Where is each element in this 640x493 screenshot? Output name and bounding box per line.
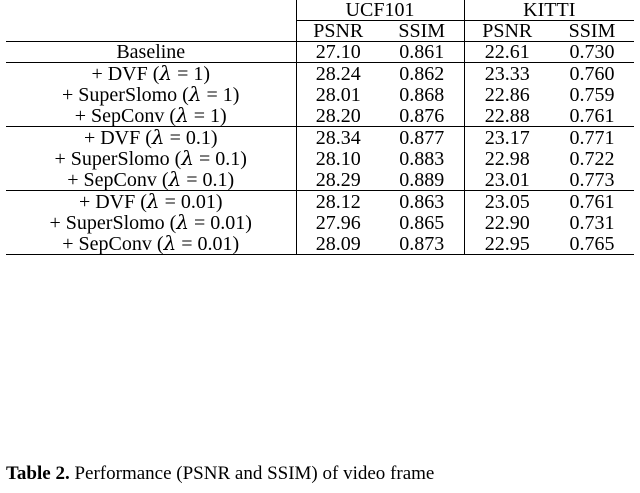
table-cell: 23.17 <box>464 127 550 149</box>
figure-caption <box>6 462 634 486</box>
table-cell: 28.12 <box>296 191 380 213</box>
table-cell: 28.34 <box>296 127 380 149</box>
sub-header-empty <box>6 21 296 42</box>
table-cell: 23.33 <box>464 63 550 85</box>
table-cell: 23.05 <box>464 191 550 213</box>
results-table <box>6 0 634 255</box>
table-cell: 22.61 <box>464 42 550 63</box>
table-row <box>6 212 634 233</box>
table-cell: 0.761 <box>569 190 615 213</box>
table-cell: 0.863 <box>399 190 445 213</box>
table-body <box>6 42 634 255</box>
table-cell: 22.88 <box>464 105 550 127</box>
caption-text: Performance (PSNR and SSIM) of video frame <box>74 463 435 484</box>
table-cell: 0.862 <box>399 62 445 85</box>
table-cell: 0.861 <box>380 42 464 63</box>
table-cell: 0.771 <box>569 126 615 149</box>
table-row <box>6 233 634 255</box>
table-cell: 0.883 <box>399 147 445 170</box>
group-header-kitti: KITTI <box>464 0 634 21</box>
table-cell: 22.95 <box>464 233 550 255</box>
table-row <box>6 84 634 105</box>
table-cell: 22.90 <box>464 212 550 233</box>
sub-header-row <box>6 21 634 42</box>
row-label: Baseline <box>6 42 296 63</box>
row-label: + SuperSlomo (λ = 1) <box>62 82 240 106</box>
row-label: + DVF (λ = 1) <box>91 61 211 85</box>
table-row <box>6 169 634 191</box>
table-cell: 0.761 <box>550 105 634 127</box>
row-label: + SuperSlomo (λ = 0.1) <box>54 146 247 170</box>
group-header-ucf101: UCF101 <box>296 0 464 21</box>
sub-header-ucf101-ssim: SSIM <box>380 21 464 42</box>
table-cell: 27.96 <box>296 212 380 233</box>
table-cell: 0.889 <box>380 169 464 191</box>
group-header-empty <box>6 0 296 21</box>
row-label: + DVF (λ = 0.1) <box>83 125 218 149</box>
table-cell: 28.09 <box>296 233 380 255</box>
table-cell: 28.20 <box>296 105 380 127</box>
table-row <box>6 63 634 85</box>
table-cell: 0.873 <box>380 233 464 255</box>
sub-header-kitti-ssim: SSIM <box>550 21 634 42</box>
row-label: + DVF (λ = 0.01) <box>78 189 223 213</box>
caption-label: Table 2. <box>6 463 70 484</box>
table-cell: 27.10 <box>296 42 380 63</box>
sub-header-kitti-psnr: PSNR <box>464 21 550 42</box>
row-label: + SepConv (λ = 0.1) <box>6 169 296 191</box>
table-cell: 0.760 <box>569 62 615 85</box>
table-cell: 0.765 <box>550 233 634 255</box>
table-cell: 23.01 <box>464 169 550 191</box>
table-cell: 22.86 <box>464 84 550 105</box>
table-row <box>6 105 634 127</box>
table-row <box>6 191 634 213</box>
row-label: + SepConv (λ = 0.01) <box>6 233 296 255</box>
table-cell: 0.876 <box>380 105 464 127</box>
table-cell: 0.722 <box>569 147 615 170</box>
table-cell: 22.98 <box>464 148 550 169</box>
table-cell: 28.24 <box>296 63 380 85</box>
table-cell: 28.29 <box>296 169 380 191</box>
table-cell: 0.773 <box>550 169 634 191</box>
group-header-row <box>6 0 634 21</box>
table-row <box>6 42 634 63</box>
table-cell: 0.877 <box>399 126 445 149</box>
table-cell: 0.865 <box>399 211 445 234</box>
table-cell: 0.868 <box>399 83 445 106</box>
table-cell: 0.731 <box>569 211 615 234</box>
row-label: + SepConv (λ = 1) <box>6 105 296 127</box>
table-cell: 28.01 <box>296 84 380 105</box>
row-label: + SuperSlomo (λ = 0.01) <box>49 210 252 234</box>
table-row <box>6 127 634 149</box>
table-cell: 28.10 <box>296 148 380 169</box>
table-cell: 0.730 <box>550 42 634 63</box>
table-row <box>6 148 634 169</box>
table-cell: 0.759 <box>569 83 615 106</box>
sub-header-ucf101-psnr: PSNR <box>296 21 380 42</box>
table-head <box>6 0 634 42</box>
